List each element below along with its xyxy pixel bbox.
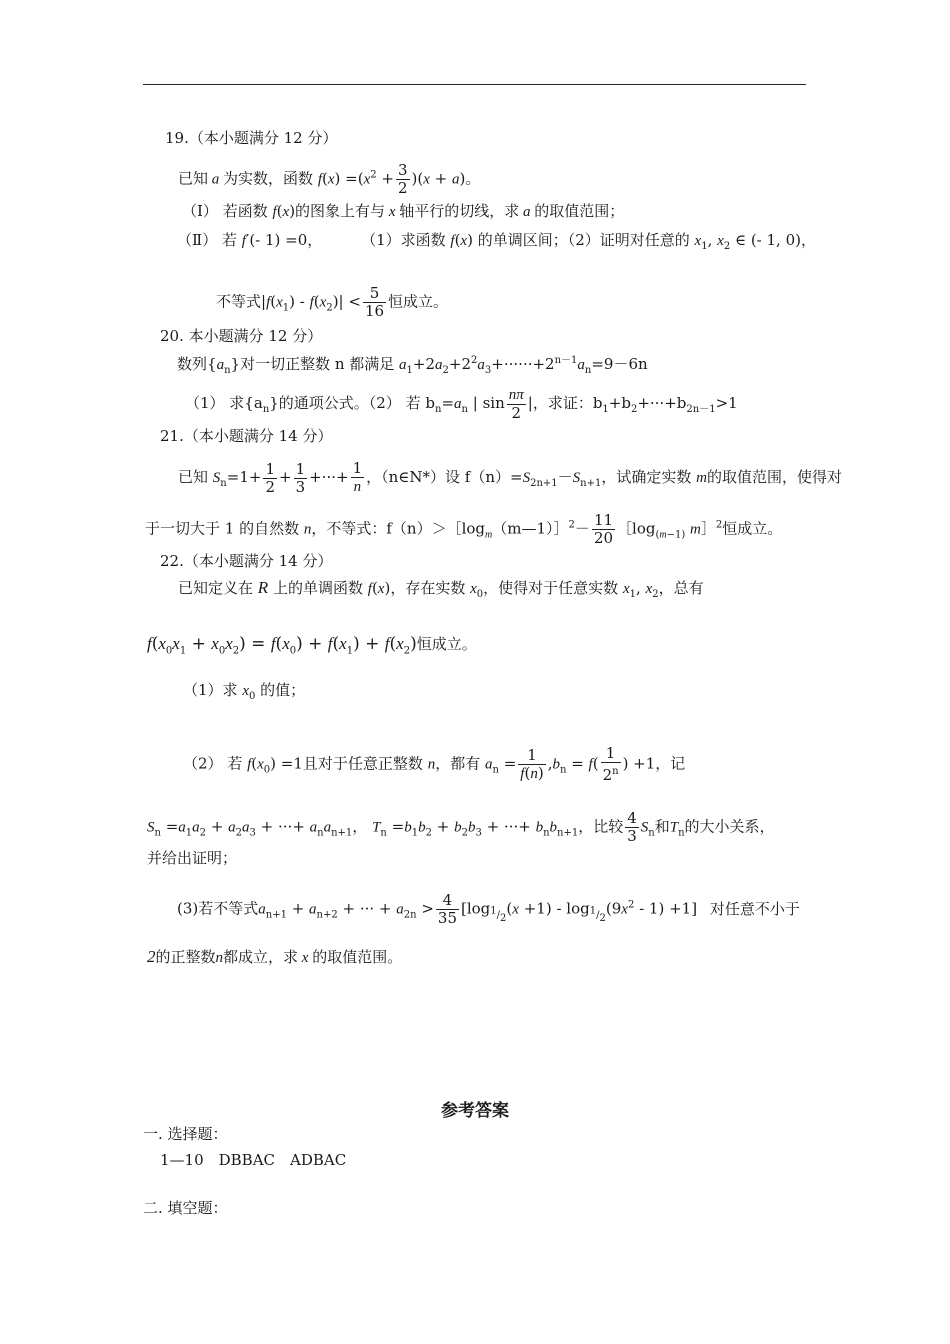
- answers-section2: 二. 填空题：: [143, 1199, 228, 1217]
- q22-l1b: 上的单调函数: [272, 579, 363, 597]
- q21-heading: 21.（本小题满分 14 分）: [160, 427, 333, 445]
- q22-l1e: ，总有: [658, 579, 704, 597]
- q22-l8a: 的正整数: [155, 948, 216, 966]
- q22-l3a: （1）求: [183, 681, 238, 699]
- q22-l4a: （2） 若: [183, 754, 243, 773]
- q22-heading: 22.（本小题满分 14 分）: [160, 552, 333, 570]
- q22-l2b: 恒成立。: [416, 635, 477, 653]
- q22-l4b: 且对于任意正整数: [302, 754, 423, 773]
- q19-l2d: 的取值范围；: [534, 202, 625, 220]
- q22-l1d: ，使得对于任意实数: [483, 579, 619, 597]
- q22-l7a: (3)若不等式: [177, 899, 259, 918]
- q20-l1c: =9－6n: [591, 355, 648, 373]
- q19-l2b: 的图象上有与: [295, 202, 386, 220]
- answers-title: 参考答案: [441, 1101, 509, 1121]
- q22-line2: $f(x_0x_1 + x_0x_2) = f(x_0) + f(x_1) + f(x_2)$恒成立。: [147, 634, 477, 657]
- q21-l1a: 已知: [178, 468, 209, 486]
- q20-line2: （1） 求$\{a_n\}$的通项公式。（2） 若 $b_n=a_n$ | sin $\frac{n\pi}{2}$ |，求证：$b_1+b_2+\cdot\cdot\cdot+b_{2n-1}>1$: [185, 387, 738, 422]
- q22-line8: 2的正整数n都成立，求 x 的取值范围。: [147, 947, 403, 966]
- q19-l1a: 已知: [178, 169, 209, 188]
- q22-l3b: 的值；: [260, 681, 306, 699]
- q19-l3c: 的单调区间；（2）证明对任意的: [477, 231, 690, 249]
- q22-l1a: 已知定义在: [178, 579, 254, 597]
- answers-section1: 一. 选择题：: [143, 1125, 228, 1143]
- q22-l4c: ，都有: [435, 754, 481, 773]
- q19-l2a: （Ⅰ） 若函数: [182, 202, 268, 220]
- q19-l1c: 。: [465, 169, 481, 188]
- q21-line1: 已知 $S_n=1+$ $\frac{1}{2}$ + $\frac{1}{3}$ +···+ $\frac{1}{n}$ ，（n∈N*）设 $f(n)=S_{2n+1}-S_{n+1}$，试确定实数 m的取值范围，使得对: [178, 459, 842, 496]
- q22-l1c: ，存在实数: [390, 579, 466, 597]
- answers-row1: 1—10 DBBAC ADBAC: [160, 1151, 347, 1169]
- q19-line1: 已知 a 为实数，函数 $f(x) =(x^2$ + $\frac{3}{2}$ )(x + a)。: [178, 161, 481, 197]
- q21-l2a: 于一切大于 1 的自然数: [145, 519, 300, 538]
- q21-l2c: （m—1）］: [492, 519, 569, 538]
- q21-l1d: 的取值范围，使得对: [706, 468, 842, 486]
- q20-l2a: （1） 求{a: [185, 394, 263, 412]
- q21-l1c: ，试确定实数: [601, 468, 692, 486]
- q22-line3: （1）求 $x_0$ 的值；: [183, 681, 306, 702]
- q22-l8b: 都成立，求: [223, 948, 299, 966]
- q22-l4d: ，记: [655, 754, 686, 773]
- q19-l3b: （1）求函数: [361, 231, 446, 249]
- q20-l1b: 对一切正整数 n 都满足: [240, 355, 395, 373]
- q19-line3: （Ⅱ） 若 f′(- 1) =0， （1）求函数 f(x) 的单调区间；（2）证明对任意的 $x_1$, $x_2$ ∈ (- 1, 0)，: [177, 231, 816, 252]
- q21-l2e: ］: [700, 519, 716, 538]
- q19-heading: 19.（本小题满分 12 分）: [165, 129, 338, 147]
- q20-heading: 20. 本小题满分 12 分）: [160, 327, 323, 345]
- q22-l5d: 的大小关系，: [684, 817, 775, 836]
- q20-l2c: ，求证：b: [532, 394, 603, 412]
- q22-line6: 并给出证明；: [147, 849, 238, 867]
- q19-l4b: 恒成立。: [388, 292, 449, 311]
- q19-func: f: [317, 171, 322, 188]
- q22-l7b: 对任意不小于: [709, 899, 800, 918]
- q21-line2: 于一切大于 1 的自然数 n，不等式：$f(n)>[\log_m(m—1)]^2-$ $\frac{11}{20}$ $[\log_{(m-1)}$ m］$^2$恒成立。: [145, 511, 783, 547]
- q22-line7: (3)若不等式$a_{n+1} + a_{n+2}$ + ··· + $a_{2n}$ > $\frac{4}{35}$ $[\log_{^1/_2}(x +1) - \log_{^1/_2}(9x^2 - 1) +1]$ 对任意不小于: [177, 891, 800, 927]
- q19-l3a: （Ⅱ） 若: [177, 231, 237, 249]
- q22-l5c: 和: [654, 817, 670, 836]
- q19-line4: 不等式$|f(x_1) - f(x_2)|$ < $\frac{5}{16}$ 恒成立。: [216, 284, 449, 320]
- q19-l2c: 轴平行的切线，求: [399, 202, 520, 220]
- q22-line4: （2） 若 $f(x_0) =1$且对于任意正整数 n，都有 $a_n$ = $\frac{1}{f(n)}$ $,b_n = f$( $\frac{1}{2^n}$ ) +1，记: [183, 744, 686, 784]
- q21-l2b: ，不等式：f（n）＞［log: [311, 519, 486, 538]
- q20-l2b: }的通项公式。（2） 若 b: [269, 394, 435, 412]
- q20-line1: 数列$\{a_n\}$对一切正整数 n 都满足 $a_1+2a_2+2^2a_3+\cdot\cdot\cdot\cdot\cdot\cdot+2^{n-1}a_n=9-6n$: [177, 355, 648, 376]
- q20-l1a: 数列: [177, 355, 208, 373]
- q22-l5b: ，比较: [578, 817, 624, 836]
- header-rule: [143, 84, 806, 85]
- q19-l1b: 为实数，函数: [223, 169, 314, 188]
- q19-line2: （Ⅰ） 若函数 f(x)的图象上有与 x 轴平行的切线，求 a 的取值范围；: [182, 202, 625, 220]
- q19-l4a: 不等式: [216, 292, 262, 311]
- q21-l1b: （n∈N*）设 f（n）=: [381, 468, 523, 486]
- q21-l2f: 恒成立。: [722, 519, 783, 538]
- q22-l8c: 的取值范围。: [312, 948, 403, 966]
- q21-l2d: ［log: [617, 519, 656, 538]
- q20-l2d: >1: [715, 394, 738, 412]
- q22-line1: 已知定义在 R 上的单调函数 f(x)，存在实数 $x_0$，使得对于任意实数 $x_1$, $x_2$，总有: [178, 578, 704, 600]
- q22-line5: $S_n =a_1a_2 + a_2a_3$ + ···+ $a_na_{n+1}$， $T_n =b_1b_2 + b_2b_3$ + ···+ $b_nb_{n+1}$，比较 $\frac{4}{3}$ $S_n$和$T_n$的大小关系，: [147, 809, 775, 845]
